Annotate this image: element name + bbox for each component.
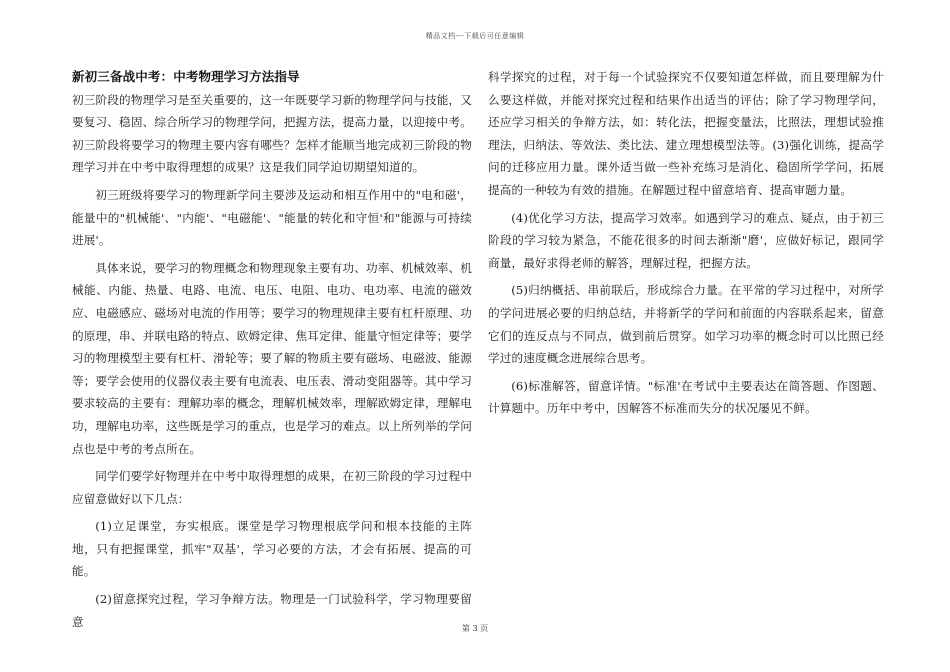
paragraph: 初三阶段的物理学习是至关重要的，这一年既要学习新的物理学问与技能，又要复习、稳固、综合所学习的物理学问，把握方法，提高力量，以迎接中考。初三阶段将要学习的物理主要内容有哪些？怎样才能顺当地完成初三阶段的物理学习并在中考中取得理想的成果？这是我们同学迫切期望知道的。 xyxy=(72,92,472,175)
document-title: 新初三备战中考：中考物理学习方法指导 xyxy=(72,69,300,84)
left-column xyxy=(72,66,472,638)
paragraph: 具体来说，要学习的物理概念和物理现象主要有功、功率、机械效率、机械能、内能、热量、电路、电流、电压、电阻、电功、电功率、电流的磁效应、电磁感应、磁场对电流的作用等；要学习的物理规律主要有杠杆原理、功的原理，串、并联电路的特点、欧姆定律、焦耳定律、能量守恒定律等；要学习的物理模型主要有杠杆、滑轮等；要了解的物质主要有磁场、电磁波、能源等；要学会使用的仪器仪表主要有电流表、电压表、滑动变阻器等。其中学习要求较高的主要有：理解功率的概念，理解机械效率，理解欧姆定律，理解电功，理解电功率，这些既是学习的重点，也是学习的难点。以上所列举的学问点也是中考的考点所在。 xyxy=(72,260,472,456)
page-header: 精品文档---下载后可任意编辑 xyxy=(425,32,525,40)
paragraph: (5)归纳概括、串前联后，形成综合力量。在平常的学习过程中，对所学的学问进展必要的归纳总结，并将新学的学问和前面的内容联系起来，留意它们的连反点与不同点，做到前后贯穿。如学习功率的概念时可以比照已经学过的速度概念进展综合思考。 xyxy=(488,283,884,366)
paragraph: 科学探究的过程，对于每一个试验探究不仅要知道怎样做，而且要理解为什么要这样做，并能对探究过程和结果作出适当的评估；除了学习物理学问，还应学习相关的争辩方法，如：转化法，把握变量法，比照法，理想试验推理法，归纳法、等效法、类比法、建立理想模型法等。(3)强化训练，提高学问的迁移应用力量。课外适当做一些补充练习是消化、稳固所学学问，拓展提高的一种较为有效的措施。在解题过程中留意培育、提高审题力量。 xyxy=(488,70,884,197)
right-column xyxy=(488,66,884,425)
paragraph: (4)优化学习方法，提高学习效率。如遇到学习的难点、疑点，由于初三阶段的学习较为紧急，不能花很多的时间去渐渐"磨'，应做好标记，跟同学商量，最好求得老师的解答，理解过程，把握方法。 xyxy=(488,210,884,270)
paragraph: (1)立足课堂，夯实根底。课堂是学习物理根底学问和根本技能的主阵地，只有把握课堂，抓牢"双基'，学习必要的方法，才会有拓展、提高的可能。 xyxy=(72,519,472,579)
paragraph: 同学们要学好物理并在中考中取得理想的成果，在初三阶段的学习过程中应留意做好以下几点： xyxy=(72,469,472,506)
paragraph: (6)标准解答，留意详情。"标准'在考试中主要表达在简答题、作图题、计算题中。历年中考中，因解答不标准而失分的状况屡见不鲜。 xyxy=(488,378,884,416)
page-number: 第 3 页 xyxy=(461,624,489,633)
paragraph: (2)留意探究过程，学习争辩方法。物理是一门试验科学，学习物理要留意 xyxy=(72,592,472,629)
paragraph: 初三班级将要学习的物理新学问主要涉及运动和相互作用中的"电和磁'，能量中的"机械能'、"内能'、"电磁能'、"能量的转化和守恒'和"能源与可持续进展'。 xyxy=(72,187,472,248)
